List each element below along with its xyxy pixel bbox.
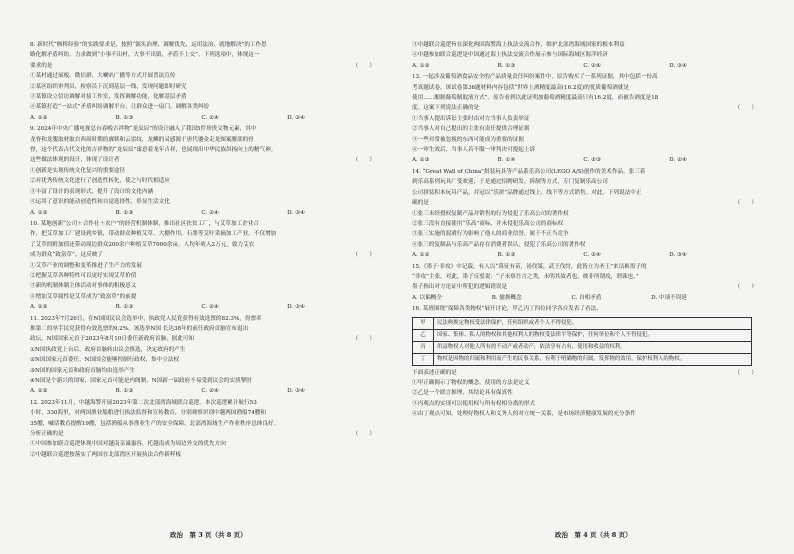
question-stem-line: 作，把艾草加工厂建设到乡镇，带动群众种植艾草、大棚作用、石墨等艾叶采摘加工产业，不仅增加 <box>30 231 277 238</box>
table-cell-text: 用益物权人对他人所有的不动产或者动产，依法享有占有、使用和收益的权利。 <box>434 341 752 353</box>
table-cell-role: 乙 <box>413 329 434 341</box>
table-row <box>413 317 752 329</box>
question-stem-line: 下面表述正确的是 （ ） <box>412 368 757 378</box>
page-footer-right: 政治 第 4 页（共 8 页） <box>555 531 632 539</box>
choice-a: A. 以偏概全 <box>412 294 442 301</box>
choice-row <box>30 386 375 396</box>
option-statement: ②中越联合巡逻按落实了两国在北部湾区开展执法合作新样板 <box>30 451 182 458</box>
question-stem-line: 到乐高系列玩具广受欢迎，于是通过招聘研发、拆制等方式，专门复制乐高公司 <box>412 179 608 186</box>
question-stem-line: 10. 某地创新“公司＋合作社＋农户”的经营机制体制，推出社区扶贫工厂，与艾草加工企业合 <box>30 220 259 227</box>
question-stem-line: 12. 2023年11月，中越海警开展2023年第二次北部湾海域联合巡逻。本次巡逻累计航行53 <box>30 399 257 406</box>
option-statement: ③丙观点的实现可以使用权与所有权相分离的形式 <box>412 400 536 407</box>
question-16 <box>412 304 757 419</box>
choice-a: A. ①② <box>412 252 430 259</box>
answer-paren: （ ） <box>734 200 757 207</box>
choice-b: B. ①③ <box>115 304 134 311</box>
answer-paren: （ ） <box>352 62 375 69</box>
question-stem-line: 龙脊和龙腹取材取自西周时期的廓犊和云雷纹，龙鳞的灵感源于唐代鎏金走龙图案腰部的骨 <box>30 136 254 143</box>
question-stem-line: 35艘，喊话教育提醒19艘，包括渔船从事渔业生产的安全保障，北部湾海域生产作业秩序总体良好。 <box>30 420 280 427</box>
answer-paren: （ ） <box>352 336 375 343</box>
choice-d: D. ③④ <box>287 388 305 395</box>
choice-a: A. ①② <box>30 304 48 311</box>
answer-paren: （ ） <box>734 369 757 376</box>
choice-d: D. ③④ <box>287 209 305 216</box>
answer-paren: （ ） <box>352 252 375 259</box>
option-statement: ①当事人提出诉讼主张时由对方当事人负责举证 <box>412 115 530 122</box>
table-cell-role: 丙 <box>413 341 434 353</box>
question-stem-line: 政坛，N国国家元首于2023年8月10日委任新政府首脑。据此可知 （ ） <box>30 334 375 344</box>
option-statement: ①张三未经授权复制产品并销售的行为侵犯了乐高公司的著作权 <box>412 210 569 217</box>
question-stem-line: 脊，这个代表古代文化的吉祥物的“龙辰辰”寓意着龙年吉祥，也展现出中华民族昂扬向上的精气神。 <box>30 147 277 154</box>
option-statement: ④由丁观点可知，处理好物权人和义务人的对立统一关系，是市场经济健康发展的充分条件 <box>412 411 636 418</box>
question-stem-line: 成为群众“致富草”。这反映了 （ ） <box>30 250 375 260</box>
choice-c: C. ②④ <box>583 62 602 69</box>
option-statement: ③张三实施的混淆行为影响了他人的商业信誉，属于不正当竞争 <box>412 231 569 238</box>
question-stem-line: 16. 某班围绕“保障各类物权”展开讨论，甲乙丙丁四位同学各自发表了看法。 <box>412 306 602 313</box>
choice-b: B. ①③ <box>497 62 516 69</box>
option-statement: ④增加艾草属性是艾草成为“致富草”的前提 <box>30 293 137 300</box>
question-stem-line: 小时，330海里，对两国渔业船舶进行执法监督和宣传教育，分别观察识别中越两国渔船74艘和 <box>30 410 266 417</box>
option-statement: ②对优秀传统文化进行了创造性转化，使之与时代相适应 <box>30 178 170 185</box>
table-cell-text: 国家、集体、私人的物权和其他权利人的物权受法律平等保护，任何单位和个人不得侵犯。 <box>434 329 752 341</box>
choice-a: A. ①② <box>30 388 48 395</box>
option-statement: ①某村通过展板、微信群、大喇叭广播等方式开展普法宣传 <box>30 73 176 80</box>
question-stem-line: 公司拼装积木玩具产品，并冠以“乐拼”品牌通过线上、线下等方式销售。对此，下列说法中正 <box>412 189 642 196</box>
option-statement: ②当事人对自己提出的主张有责任提供合理证据 <box>412 126 530 133</box>
choice-d: D. 中项不周延 <box>651 294 687 301</box>
option-statement: ②N国国家元首委任，N国国会能够控制行政权，集中立法权 <box>30 357 180 364</box>
question-stem-line: 考真题试卷，该试卷第36题材料内容包括“世界上酒精度最高(16.2度)的优质葡萄酒就是 <box>412 84 629 91</box>
choice-c: C. ②③ <box>583 157 602 164</box>
page-footer-left: 政治 第 3 页（共 8 页） <box>170 531 247 539</box>
question-9 <box>30 124 375 218</box>
option-statement: ①中国参加联合巡逻体现中国对越南亲诚惠容，托越南成为周边外交的优先方向 <box>30 441 226 448</box>
choice-c: C. ②④ <box>201 209 220 216</box>
question-10 <box>30 219 375 313</box>
answer-paren: （ ） <box>734 284 757 291</box>
choice-d: D. ③④ <box>287 114 305 121</box>
left-column <box>30 40 375 461</box>
question-stem-line: 确的是 （ ） <box>412 198 757 208</box>
option-statement: ④一审生效后，当事人若不服一审判决可提起上诉 <box>412 147 536 154</box>
choice-c: C. ②④ <box>201 388 220 395</box>
question-stem-line: 了艾草的附加值还带动周边群众200余户种植艾草7000余亩，人均年收入2万元，致力艾农 <box>30 241 255 248</box>
option-statement: ②张三没有直接使用“乐高”商标，并未侵犯乐高公司的商标权 <box>412 220 564 227</box>
question-stem-line: “非攻”主张。对此，墨子反驳说：“子未察吾言之类，未明其故者也。彼非所谓攻，谓诛也。” <box>412 273 639 280</box>
question-stem-line: 使用……酿制葡萄制取液方式”。原告看到以此证明加葡萄酒精度最高只有16.2度，而被告酒度是18 <box>412 95 659 102</box>
table-cell-text: 民法典规定物权受法律保护，任何组织或者个人不得侵犯。 <box>434 317 752 329</box>
choice-c: C. 自相矛盾 <box>571 294 602 301</box>
choice-b: B. ①③ <box>497 252 516 259</box>
choice-row <box>30 302 375 312</box>
choice-d: D. ③④ <box>669 62 687 69</box>
option-statement: ①艾草产业的调整和变革推进了生产力的发展 <box>30 262 142 269</box>
table-row <box>413 341 752 353</box>
opinion-table <box>412 317 752 366</box>
question-stem-line: 14. “Great Wall of China”拼装玩具等产品系乐高公司(LEGO A/S)创作的美术作品。张三着 <box>412 168 646 175</box>
question-stem-line: 推第二的举手民党获得有效选票的9.2%。该选举N国 长达38年的前任政府首脑宣布退出 <box>30 325 249 332</box>
option-statement: ④张三的复制品与乐高产品存在消费者误认，侵犯了乐高公司的著作权 <box>412 241 586 248</box>
option-statement: ④运用了意识的能动创造性和自觉选择性，彰显生活文化 <box>30 199 170 206</box>
question-stem-line: 13. 一起涉及葡萄酒食品安全的产品质量责任纠纷案件中，原告购买了一系列证据，其中包括一份高 <box>412 74 658 81</box>
table-cell-text: 物权是因物的归属和利用而产生的民事关系，有利于明确物的归属，发挥物的效用，保护权利人的物权。 <box>434 353 752 365</box>
table-cell-role: 甲 <box>413 317 434 329</box>
choice-c: C. ②④ <box>201 114 220 121</box>
choice-row <box>412 250 757 260</box>
choice-d: D. ②④ <box>669 157 687 164</box>
question-stem-line: 路化解矛盾纠纷，力求做到“小事不出村，大事不出镇，矛盾不上交”。下列选项中，体现这一 <box>30 52 260 59</box>
question-13 <box>412 72 757 166</box>
option-statement: ④某镇打造“一站式”矛盾纠纷调解平台，让群众进一扇门，调解各类纠纷 <box>30 104 210 111</box>
option-statement: ①N国执政党上台后，政府首脑转由议会推选，决定政府的产生 <box>30 346 186 353</box>
choice-a: A. ①② <box>412 62 430 69</box>
choice-row <box>412 293 757 303</box>
table-row <box>413 353 752 365</box>
right-column <box>412 40 757 421</box>
choice-d: D. ③④ <box>669 252 687 259</box>
question-15 <box>412 262 757 304</box>
question-stem-line: 这些做法体现的设计，体现了设计者 （ ） <box>30 155 375 165</box>
question-stem-line: 要求的是 （ ） <box>30 61 375 71</box>
option-statement: ③N国的国家元首和政府首脑均由选举产生 <box>30 367 136 374</box>
question-14 <box>412 167 757 261</box>
answer-paren: （ ） <box>734 105 757 112</box>
question-stem-line: 8. 新时代“枫桥经验”的实践要求是，按照“源头治理、调解优先、运用法治、就地解决”的工作思 <box>30 42 267 48</box>
choice-d: D. ③④ <box>287 304 305 311</box>
question-stem-line: 15.《墨子·非攻》中记载，有人以“禹征有苗，汤伐桀，武王伐纣，此皆立为圣王”来诘难墨子的 <box>412 263 647 270</box>
choice-b: B. ①③ <box>115 388 134 395</box>
option-statement: ③一些对常被忽视的东西可能成为重要的证据 <box>412 136 524 143</box>
option-statement: ②乙是一个联言推理，其结论具有保真性 <box>412 390 513 397</box>
question-stem-line: 9. 2024年中央广播电视总台春晚吉祥物“龙辰辰”的设计融入了我国5件珍贵文物元素，其中 <box>30 126 257 133</box>
question-12 <box>30 398 375 460</box>
option-statement: ①创新是实现传统文化复兴的重要途径 <box>30 167 126 174</box>
table-row <box>413 329 752 341</box>
choice-b: B. ①③ <box>115 209 134 216</box>
question-stem-line: 11. 2023年7月26日，在N国国民议会选举中，执政党人民党获得有效选票的82.3%，得票率 <box>30 315 262 322</box>
choice-b: B. 偷换概念 <box>491 294 522 301</box>
choice-b: B. ①④ <box>497 157 516 164</box>
choice-c: C. ②④ <box>201 304 220 311</box>
question-stem-line: 度。这案下列说法正确的是 （ ） <box>412 103 757 113</box>
choice-a: A. ①② <box>30 209 48 216</box>
option-statement: ②把握艾草各种特性可以更好实现艾草价值 <box>30 272 137 279</box>
question-12-continued <box>412 40 757 71</box>
option-statement: ③丰富了设计的表现形式，提升了设计的文化内涵 <box>30 188 154 195</box>
choice-a: A. ①③ <box>412 157 430 164</box>
choice-row <box>30 113 375 123</box>
choice-c: C. ②④ <box>583 252 602 259</box>
choice-row <box>30 208 375 218</box>
choice-row <box>412 155 757 165</box>
option-statement: ③中越联合巡逻旨在深化两国海警海上执法交流合作，维护北部湾海域国家的根本利益 <box>412 42 625 48</box>
table-cell-role: 丁 <box>413 353 434 365</box>
answer-paren: （ ） <box>352 431 375 438</box>
choice-b: B. ①③ <box>115 114 134 121</box>
question-stem-line: 分析正确的是 （ ） <box>30 429 375 439</box>
option-statement: ③新的机制体制主体活动对事体的积极意义 <box>30 283 137 290</box>
question-11 <box>30 314 375 397</box>
option-statement: ①甲正确揭示了物权的概念，使用的方法是定义 <box>412 379 530 386</box>
answer-paren: （ ） <box>352 157 375 164</box>
option-statement: ④N国是个新兴的国家，国家元首可能是内阁制，N国新一届政府不易受到议会的实质掣肘 <box>30 378 252 384</box>
choice-row <box>412 61 757 71</box>
option-statement: ③某镇设立信访调解对接工作室，发挥调解功能，化解基层矛盾 <box>30 94 187 101</box>
option-statement: ②某区组织审判员、检察员下沉到基层一线，发现问题即时研究 <box>30 83 187 90</box>
option-statement: ④中越参加联合巡逻是中国通过海上执法交流合作展示参与国际海域区海洋经济 <box>412 52 608 59</box>
question-8 <box>30 40 375 123</box>
choice-a: A. ①② <box>30 114 48 121</box>
question-stem-line: 墨子指出对方论证中所犯的逻辑错误是 （ ） <box>412 282 757 292</box>
